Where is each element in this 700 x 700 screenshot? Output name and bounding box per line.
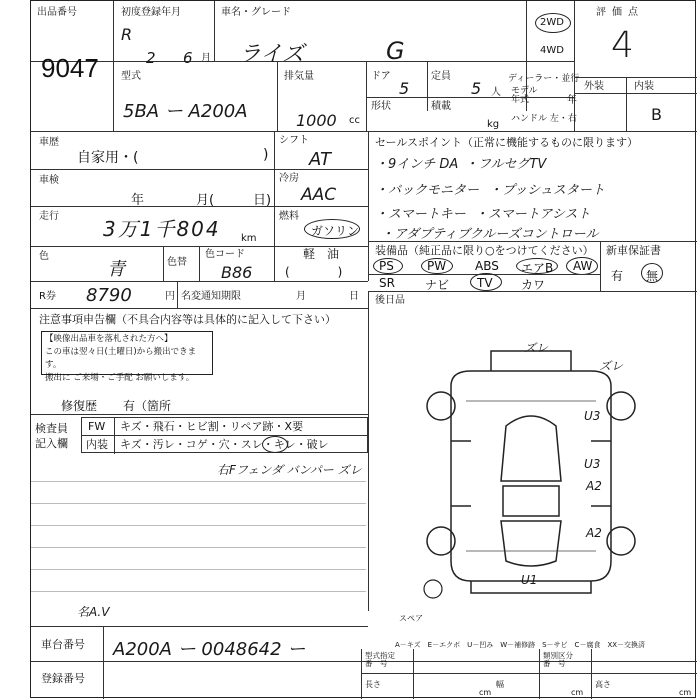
sales-point-item: ・プッシュスタート [489,183,605,198]
height-unit: cm [679,688,692,697]
sales-point-item: ・アダプティブクルーズコントロール [381,227,599,242]
rear-label: 後日品 [375,295,405,306]
inspection-year: 年 [131,193,145,208]
height-label: 高さ [595,680,611,689]
model-code: 5BA ー A200A [123,101,248,122]
load-label: 積載 [431,101,451,112]
name-change-label: 名変通知期限 [181,291,241,302]
month-unit: 月 [201,53,211,64]
chassis-label: 車台番号 [41,638,85,651]
sales-points-list [375,151,695,241]
shift-label: シフト [279,135,309,146]
history-close: ) [263,147,269,163]
interior-row-label: 内装 [86,438,108,451]
eq-pw: PW [427,259,447,273]
recycle-value: 8790 [86,285,132,306]
fuel-diesel: 軽 油 [303,247,340,261]
drive-4wd: 4WD [540,45,564,56]
drive-2wd: 2WD [540,17,564,28]
nc-month: 月 [296,291,306,302]
notice-line: 搬出に ご来場・ご手配 お願いします。 [45,373,195,383]
fw-label: FW [88,420,106,433]
interior-items: キズ・汚レ・コゲ・穴・スレ・キレ・破レ [120,438,329,451]
category-number: 類別区分 番 号 [543,651,573,668]
damage-legend: A－キズ E－エクボ U－凹み W－補修跡 S－サビ C－腐食 XX－交換済 [395,641,646,649]
eq-tv: TV [477,276,493,290]
warranty-label: 新車保証書 [606,244,661,257]
eq-sr: SR [379,276,395,290]
damage-mark: ズレ [524,341,549,355]
score: 4 [611,25,634,66]
era: R [121,25,133,44]
exterior-label: 外装 [584,81,604,92]
spare-tire-icon [424,580,442,598]
reg-year: 2 [146,49,156,67]
sales-point-item: ・スマートアシスト [475,207,591,222]
doors: 5 [399,79,410,98]
inspection-month: 月( [196,193,215,208]
eq-aw: AW [573,259,593,273]
color-code-label: 色コード [205,249,245,260]
damage-mark: A2 [586,479,602,493]
notes-label: 注意事項申告欄（不具合内容等は具体的に記入して下さい） [39,313,336,326]
handle-label: ハンドル 左・右 [511,114,577,124]
displacement: 1000 [296,111,337,130]
first-reg-label: 初度登録年月 [121,7,181,18]
damage-mark: U3 [584,457,601,471]
damage-mark: U3 [584,409,601,423]
shape-label: 形状 [371,101,391,112]
sales-point-item: ・フルセグTV [465,157,547,172]
inspector-label: 検査員 記入欄 [35,422,68,450]
eq-ps: PS [379,259,394,273]
nc-day: 日 [349,291,359,302]
lot-number: 9047 [41,53,99,83]
spare-label: スペア [399,614,423,623]
reg-month: 6 [183,49,193,67]
fuel-gasoline: ガソリン [311,224,360,238]
fw-items: キズ・飛石・ヒビ割・リペア跡・X要 [120,420,304,433]
car-name-label: 車名・グレード [221,7,291,18]
eq-leather: カワ [521,278,546,292]
eq-abs: ABS [475,259,499,273]
type-designation: 型式指定 番 号 [365,651,395,668]
model-year-label: モデル 年式 [511,86,538,105]
history-value: 自家用・( [77,150,139,166]
length-unit: cm [479,688,492,697]
cooling-value: AAC [301,185,337,205]
km-unit: km [241,233,257,244]
damage-mark: U1 [521,573,538,587]
notice-line: この車は翌々日(土曜日)から搬出できます。 [45,347,197,370]
model-label: 型式 [121,71,141,82]
history-label: 車歴 [39,137,59,148]
dealer-label: ディーラー・並行 [508,74,580,84]
notice-box [41,331,213,383]
sales-point-item: ・9インチ DA [375,157,459,172]
person-unit: 人 [491,87,501,98]
interior-label: 内装 [634,81,654,92]
width-unit: cm [571,688,584,697]
shift-value: AT [309,149,331,170]
lot-label: 出品番号 [37,7,77,18]
eq-airbag: エアB [521,261,554,275]
equipment-label: 装備品（純正品に限り○をつけてください） [375,244,594,257]
capacity: 5 [471,79,482,98]
score-label: 評価点 [596,7,644,18]
handwritten-note: 右Fフェンダ バンパー ズレ [217,463,362,477]
inspector-grid [81,417,368,453]
grade: G [386,37,405,65]
reg-label: 登録番号 [41,672,85,685]
scratch-circle [262,436,288,453]
sales-points-label: セールスポイント（正常に機能するものに限ります） [375,136,639,149]
inspection-day: 日) [253,193,272,208]
sales-point-item: ・バックモニター [375,183,480,198]
year-unit: 年 [567,95,577,106]
width-label: 幅 [496,680,504,689]
cc-unit: cc [349,115,360,126]
interior-score: B [651,105,662,124]
warranty-yes: 有 [611,269,624,283]
color-value: 青 [107,259,125,280]
doors-label: ドア [371,71,391,82]
auction-sheet [30,0,696,698]
inspector-sign: 名A.V [77,605,110,619]
eq-navi: ナビ [425,278,450,292]
color-code: B86 [221,263,253,282]
notice-line: 【映像出品車を落札された方へ】 [45,334,173,344]
chassis-value: A200A ー 0048642 ー [113,639,306,660]
repair-label: 修復歴 [61,399,98,413]
recycle-label: R券 [39,291,56,302]
cooling-label: 冷房 [279,173,299,184]
sales-point-item: ・スマートキー [375,207,466,222]
damage-mark: A2 [586,526,602,540]
spec-table [361,649,697,699]
displacement-label: 排気量 [284,71,314,82]
paint-label: 色替 [167,257,187,268]
inspection-label: 車検 [39,175,59,186]
length-label: 長さ [365,680,381,689]
mileage-label: 走行 [39,211,59,222]
fuel-label: 燃料 [279,211,299,222]
car-name: ライズ [239,42,305,67]
equipment-grid [375,259,599,291]
kg-unit: kg [487,119,500,130]
yen-unit: 円 [165,291,175,302]
repair-value: 有（箇所 [123,399,172,413]
color-label: 色 [39,251,49,262]
mileage-value: 3万1千804 [103,217,221,241]
fuel-paren: ( ) [285,265,343,279]
warranty-no: 無 [646,269,659,283]
capacity-label: 定員 [431,71,451,82]
damage-mark: ズレ [599,359,624,373]
